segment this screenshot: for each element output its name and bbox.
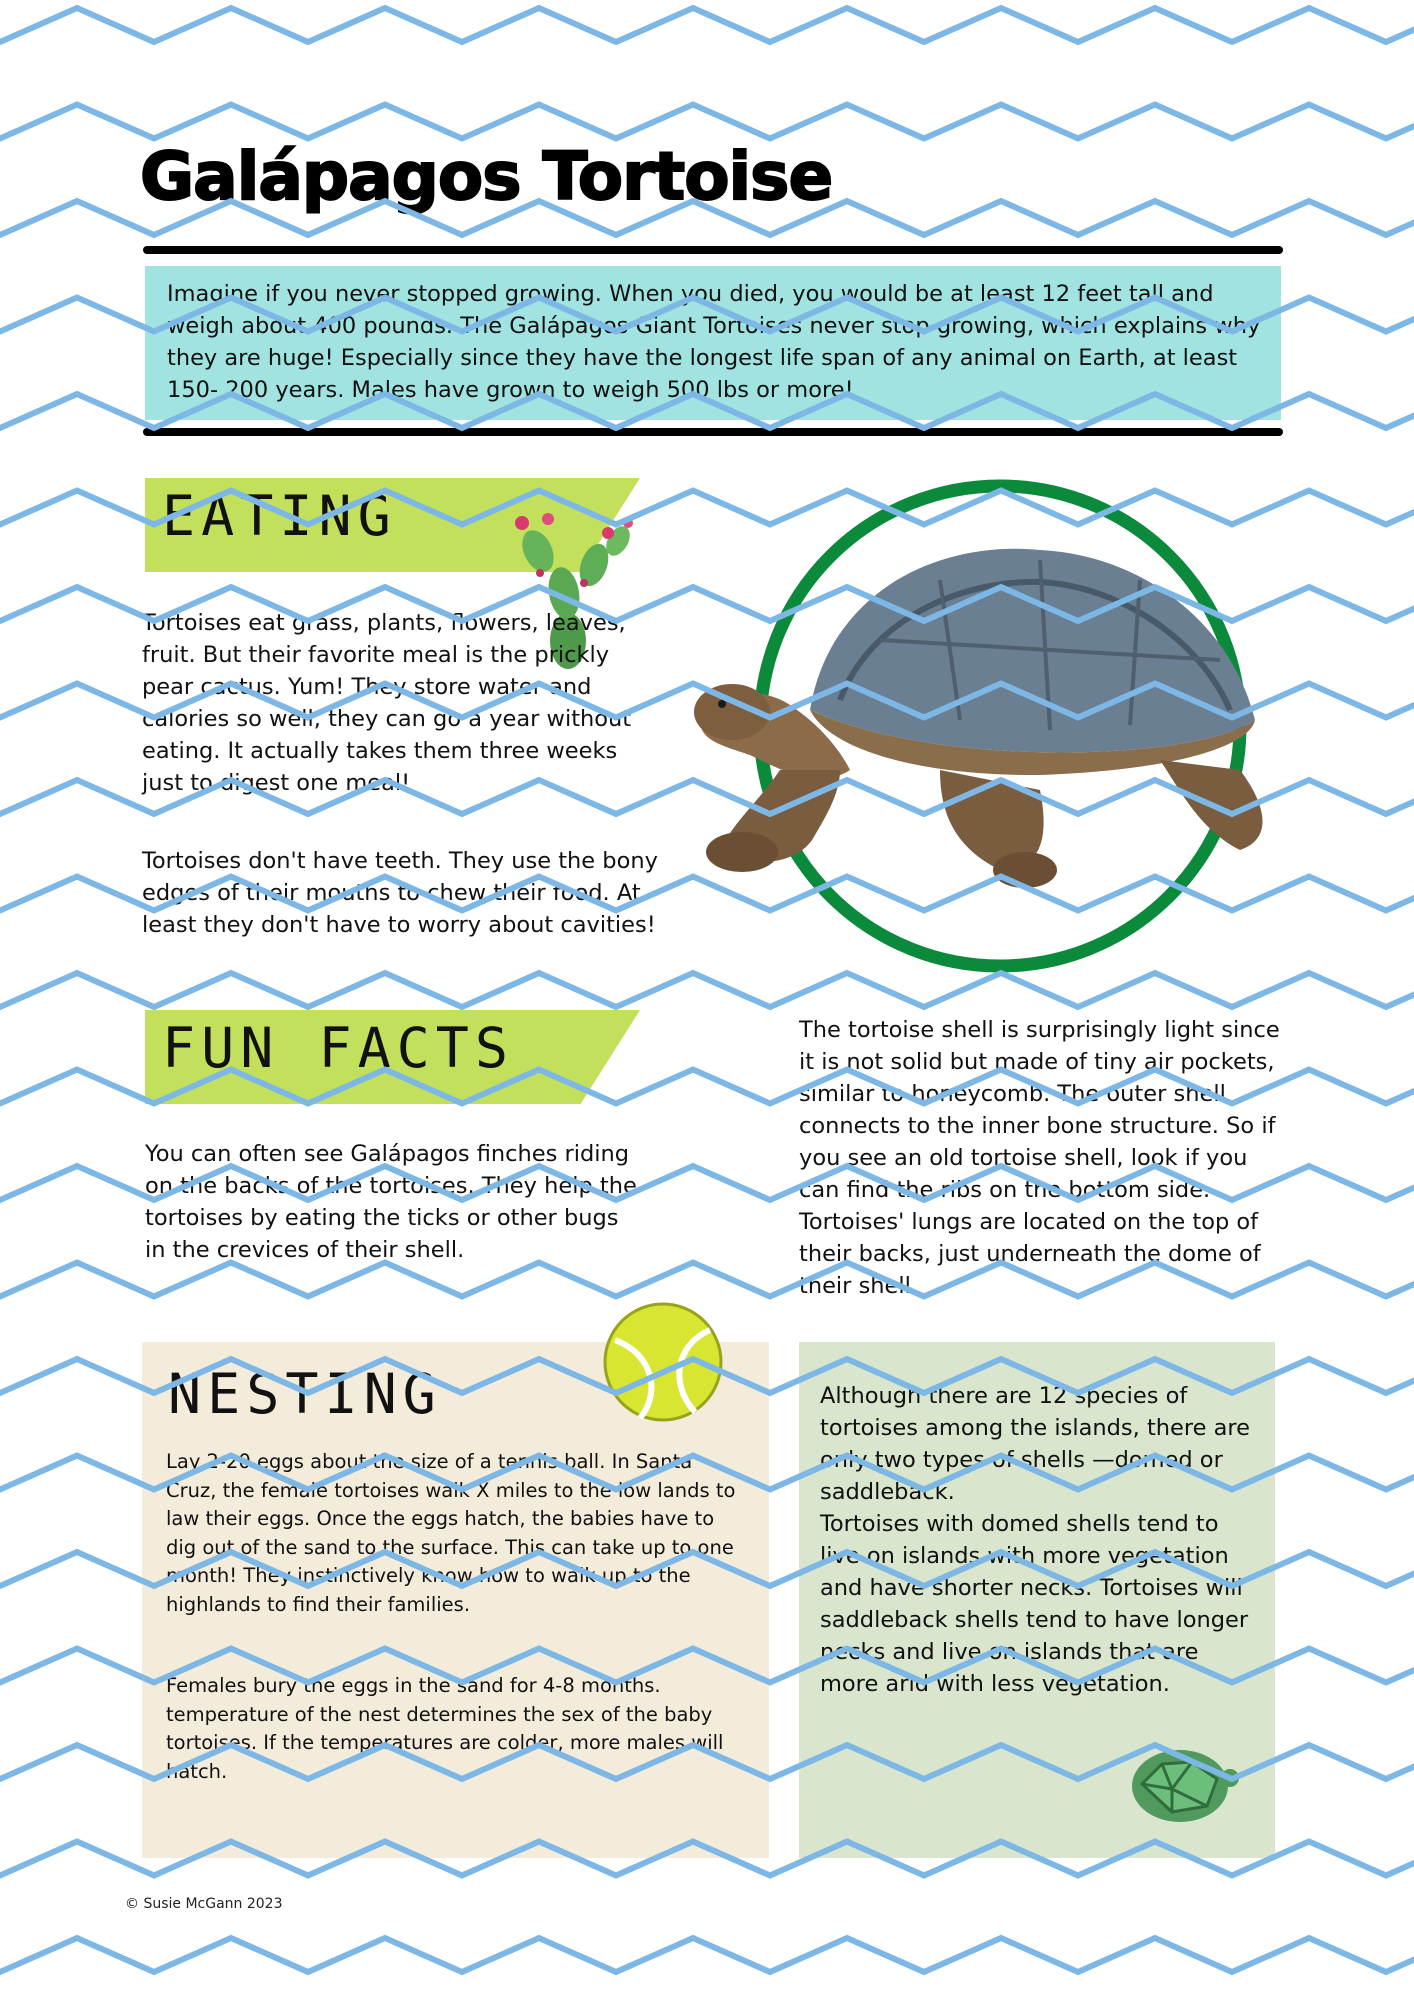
tortoise-photo [640, 470, 1290, 990]
nesting-paragraph-2: Females bury the eggs in the sand for 4-8 months. temperature of the nest determines the sex of the baby tortoises. If the temperatures are colder, more males will hatch. [166, 1674, 724, 1783]
title-divider [143, 246, 1283, 254]
eating-paragraph-1: Tortoises eat grass, plants, flowers, leaves, fruit. But their favorite meal is the prickly pear cactus. Yum! They store water and calories so well, they can go a year without eating. It actually takes them three weeks just to digest one meal! [142, 610, 632, 796]
shell-structure-paragraph: The tortoise shell is surprisingly light since it is not solid but made of tiny air pockets, similar to honeycomb. The outer shell connects to the inner bone structure. So if you see an old tortoise shell, look if you can find the ribs on the bottom side. Tortoises' lungs are located on the top of their backs, just underneath the dome of their shell. [799, 1017, 1280, 1299]
shell-types-paragraph-2: Tortoises with domed shells tend to live on islands with more vegetation and have shorter necks. Tortoises will saddleback shells tend to have longer necks and live on islands that are more arid with less vegetation. [820, 1511, 1249, 1697]
zigzag-line [0, 105, 1414, 139]
zigzag-line [0, 1938, 1414, 1972]
intro-divider [143, 428, 1283, 436]
green-tortoise-icon [1122, 1734, 1242, 1830]
intro-text: Imagine if you never stopped growing. When you died, you would be at least 12 feet tall and weigh about 400 pounds. The Galápagos Giant Tortoises never stop growing, which explains why they are huge! Especially since they have the longest life span of any animal on Earth, at least 150- 200 years. Males have grown to weigh 500 lbs or more! [167, 281, 1261, 403]
intro-box [145, 266, 1281, 420]
nesting-heading: NESTING [168, 1362, 442, 1426]
eating-heading: EATING [162, 484, 397, 548]
copyright-text: © Susie McGann 2023 [125, 1896, 283, 1912]
zigzag-line [0, 8, 1414, 42]
tennis-ball-icon [600, 1300, 728, 1424]
nesting-paragraph-1: Lay 2-20 eggs about the size of a tennis ball. In Santa Cruz, the female tortoises walk X miles to the low lands to law their eggs. Once the eggs hatch, the babies have to dig out of the sand to the surface. This can take up to one month! They instinctively know how to walk up to the highlands to find their families. [166, 1450, 736, 1616]
shell-types-paragraph-1: Although there are 12 species of tortoises among the islands, there are only two types of shells —domed or saddleback. [820, 1383, 1251, 1505]
page-title: Galápagos Tortoise [140, 138, 833, 215]
fun-facts-paragraph: You can often see Galápagos finches riding on the backs of the tortoises. They help the tortoises by eating the ticks or other bugs in the crevices of their shell. [145, 1141, 637, 1263]
eating-paragraph-2: Tortoises don't have teeth. They use the bony edges of their mouths to chew their food. At least they don't have to worry about cavities! [142, 848, 658, 938]
fun-facts-heading: FUN FACTS [162, 1016, 515, 1080]
